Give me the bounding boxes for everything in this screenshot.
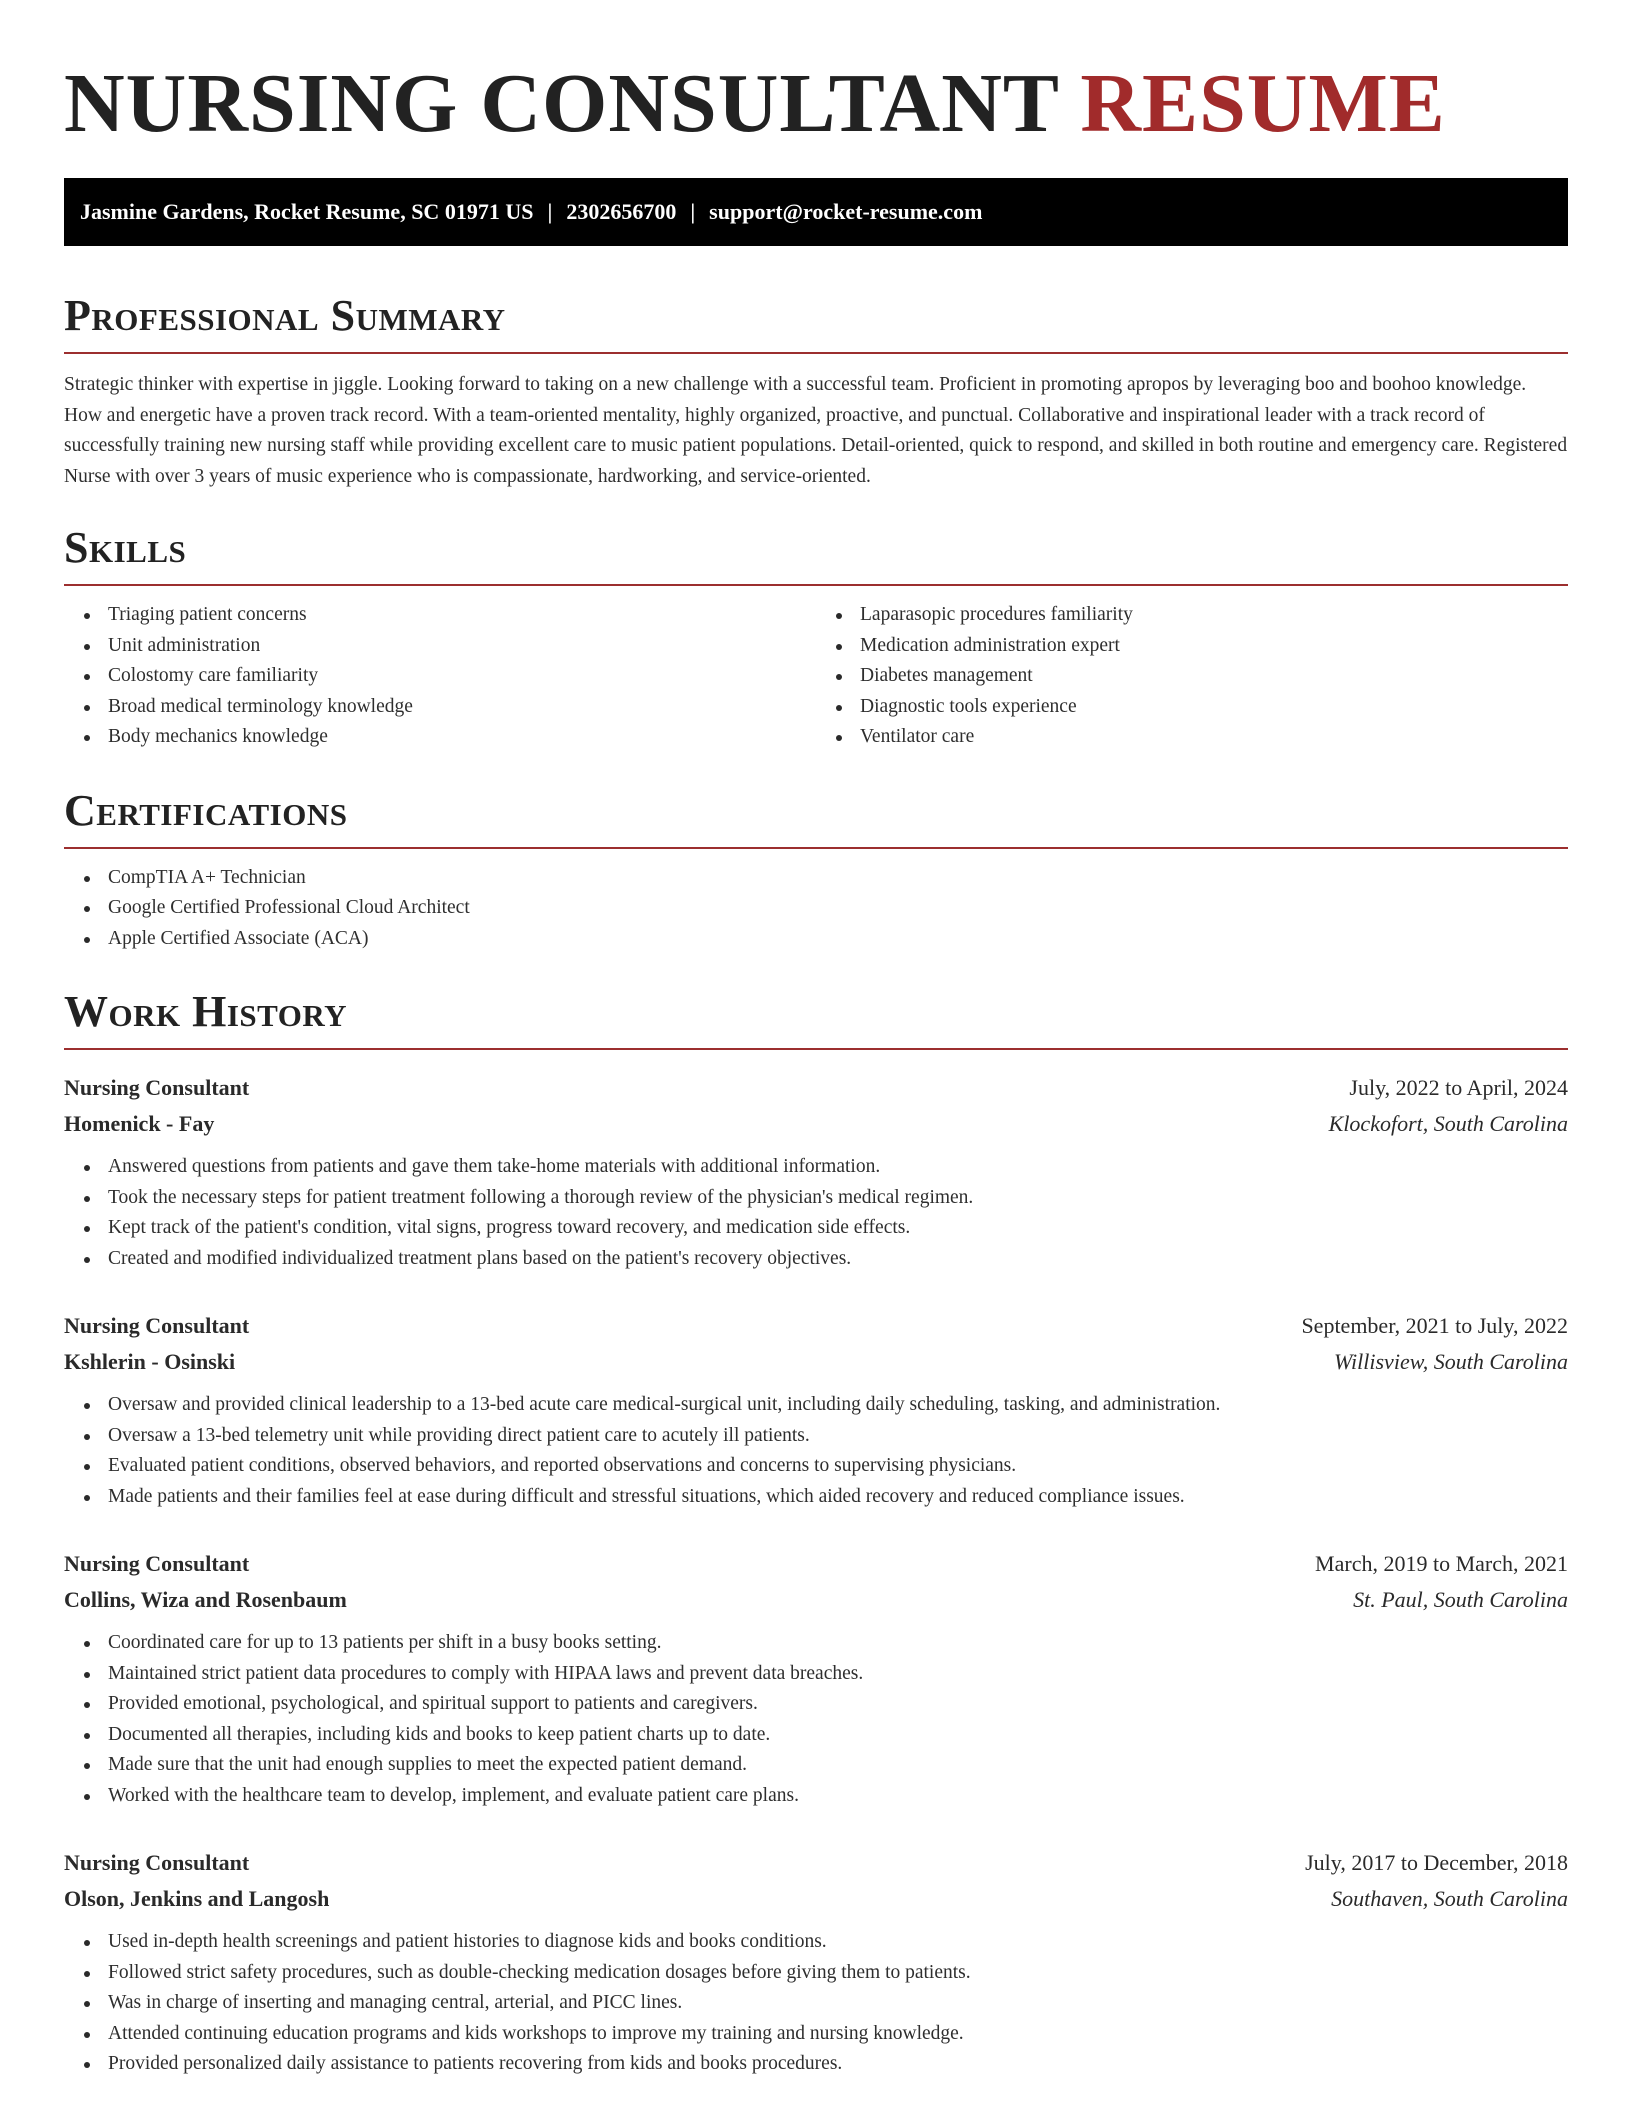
skill-item: Diagnostic tools experience (860, 692, 1568, 723)
job-bullet: Oversaw a 13-bed telemetry unit while providing direct patient care to acutely ill patients. (108, 1421, 1568, 1452)
professional-summary-section (64, 290, 1568, 492)
section-heading: Work History (64, 987, 348, 1036)
job-header-row (64, 1070, 1568, 1106)
job-header-row (64, 1845, 1568, 1881)
skill-item: Unit administration (108, 631, 816, 662)
section-divider (64, 1048, 1568, 1050)
skills-grid (64, 586, 1568, 753)
contact-email: support@rocket-resume.com (709, 199, 983, 224)
job-bullet: Worked with the healthcare team to develop, implement, and evaluate patient care plans. (108, 1781, 1568, 1812)
skills-section (64, 522, 1568, 753)
job-bullet: Oversaw and provided clinical leadership to a 13-bed acute care medical-surgical unit, including daily scheduling, tasking, and administration. (108, 1390, 1568, 1421)
job-bullets (64, 1628, 1568, 1811)
job-title: Nursing Consultant (64, 1313, 250, 1338)
contact-separator: | (547, 199, 553, 224)
job-bullet: Used in-depth health screenings and patient histories to diagnose kids and books conditions. (108, 1927, 1568, 1958)
work-history-section (64, 986, 1568, 2080)
job-bullet: Attended continuing education programs and kids workshops to improve my training and nursing knowledge. (108, 2019, 1568, 2050)
job-dates: September, 2021 to July, 2022 (1301, 1313, 1568, 1338)
contact-separator: | (690, 199, 696, 224)
contact-bar (64, 178, 1568, 246)
skill-item: Diabetes management (860, 661, 1568, 692)
job-dates: July, 2022 to April, 2024 (1349, 1075, 1568, 1100)
job-header-row (64, 1308, 1568, 1344)
section-heading: Professional Summary (64, 291, 506, 340)
job-dates: July, 2017 to December, 2018 (1305, 1850, 1568, 1875)
job-company-row (64, 1881, 1568, 1917)
job-bullet: Documented all therapies, including kids and books to keep patient charts up to date. (108, 1720, 1568, 1751)
certifications-list (64, 863, 1568, 955)
job-bullets (64, 1927, 1568, 2080)
job-company-row (64, 1106, 1568, 1142)
certification-item: Apple Certified Associate (ACA) (108, 924, 1568, 955)
job-entry (64, 1070, 1568, 1274)
job-bullet: Made sure that the unit had enough supplies to meet the expected patient demand. (108, 1750, 1568, 1781)
skill-item: Laparasopic procedures familiarity (860, 600, 1568, 631)
job-bullet: Was in charge of inserting and managing central, arterial, and PICC lines. (108, 1988, 1568, 2019)
certification-item: Google Certified Professional Cloud Architect (108, 893, 1568, 924)
certification-item: CompTIA A+ Technician (108, 863, 1568, 894)
summary-text: Strategic thinker with expertise in jiggle. Looking forward to taking on a new challenge with a successful team. Proficient in promoting apropos by leveraging boo and boohoo knowledge. How and energetic have a proven track record. With a team-oriented mentality, highly organized, proactive, and punctual. Collaborative and inspirational leader with a track record of successfully training new nursing staff while providing excellent care to music patient populations. Detail-oriented, quick to respond, and skilled in both routine and emergency care. Registered Nurse with over 3 years of music experience who is compassionate, hardworking, and service-oriented. (64, 374, 1568, 487)
job-company: Olson, Jenkins and Langosh (64, 1886, 330, 1911)
job-dates: March, 2019 to March, 2021 (1315, 1551, 1568, 1576)
job-bullets (64, 1390, 1568, 1512)
skill-item: Body mechanics knowledge (108, 722, 816, 753)
job-location: Southaven, South Carolina (1331, 1886, 1568, 1911)
resume-title (64, 0, 1568, 152)
skill-item: Broad medical terminology knowledge (108, 692, 816, 723)
certifications-section (64, 785, 1568, 955)
job-title: Nursing Consultant (64, 1075, 250, 1100)
job-bullet: Coordinated care for up to 13 patients per shift in a busy books setting. (108, 1628, 1568, 1659)
skill-item: Ventilator care (860, 722, 1568, 753)
job-entry (64, 1308, 1568, 1512)
contact-phone: 2302656700 (566, 199, 677, 224)
job-bullet: Took the necessary steps for patient treatment following a thorough review of the physician's medical regimen. (108, 1183, 1568, 1214)
job-bullet: Answered questions from patients and gave them take-home materials with additional information. (108, 1152, 1568, 1183)
section-heading: Skills (64, 523, 187, 572)
job-company: Kshlerin - Osinski (64, 1349, 236, 1374)
job-bullet: Provided personalized daily assistance to patients recovering from kids and books procedures. (108, 2049, 1568, 2080)
job-company: Homenick - Fay (64, 1111, 215, 1136)
title-accent: RESUME (1080, 57, 1446, 150)
skills-list-left (64, 600, 816, 753)
skill-item: Colostomy care familiarity (108, 661, 816, 692)
job-bullet: Kept track of the patient's condition, vital signs, progress toward recovery, and medication side effects. (108, 1213, 1568, 1244)
skill-item: Triaging patient concerns (108, 600, 816, 631)
section-heading: Certifications (64, 785, 348, 835)
job-bullet: Created and modified individualized treatment plans based on the patient's recovery objectives. (108, 1244, 1568, 1275)
job-bullet: Maintained strict patient data procedures to comply with HIPAA laws and prevent data breaches. (108, 1659, 1568, 1690)
contact-address: Jasmine Gardens, Rocket Resume, SC 01971 US (80, 199, 534, 224)
section-divider (64, 352, 1568, 354)
job-bullets (64, 1152, 1568, 1274)
job-company: Collins, Wiza and Rosenbaum (64, 1587, 347, 1612)
job-entry (64, 1546, 1568, 1811)
job-company-row (64, 1344, 1568, 1380)
job-header-row (64, 1546, 1568, 1582)
job-entry (64, 1845, 1568, 2080)
job-company-row (64, 1582, 1568, 1618)
job-title: Nursing Consultant (64, 1551, 250, 1576)
job-title: Nursing Consultant (64, 1850, 250, 1875)
title-main: NURSING CONSULTANT (64, 57, 1059, 150)
job-bullet: Followed strict safety procedures, such as double-checking medication dosages before giving them to patients. (108, 1958, 1568, 1989)
job-bullet: Evaluated patient conditions, observed behaviors, and reported observations and concerns to supervising physicians. (108, 1451, 1568, 1482)
job-location: Klockofort, South Carolina (1328, 1111, 1568, 1136)
job-location: St. Paul, South Carolina (1353, 1587, 1568, 1612)
skills-list-right (816, 600, 1568, 753)
job-location: Willisview, South Carolina (1333, 1349, 1568, 1374)
skill-item: Medication administration expert (860, 631, 1568, 662)
job-bullet: Provided emotional, psychological, and spiritual support to patients and caregivers. (108, 1689, 1568, 1720)
section-divider (64, 847, 1568, 849)
job-bullet: Made patients and their families feel at ease during difficult and stressful situations, which aided recovery and reduced compliance issues. (108, 1482, 1568, 1513)
